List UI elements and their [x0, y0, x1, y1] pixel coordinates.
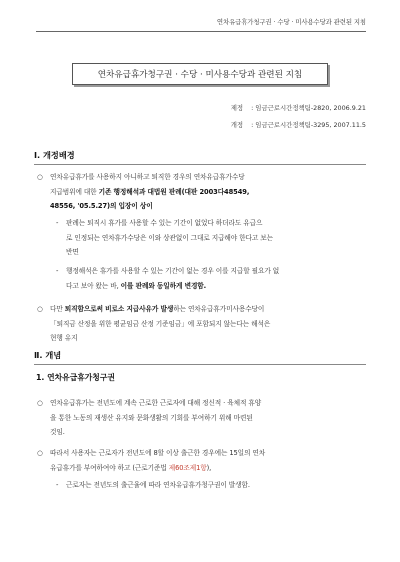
bullet-dash-icon: -: [56, 481, 59, 489]
header-divider: [36, 31, 366, 32]
text-line: 「퇴직금 산정을 위한 평균임금 산정 기준임금」에 포함되지 않는다는 해석은: [50, 319, 271, 328]
section-divider: [34, 364, 366, 365]
paragraph: [37, 170, 368, 214]
enactment-info: [231, 103, 366, 112]
text-span: ),: [206, 463, 212, 472]
bullet-dash-icon: -: [56, 219, 59, 227]
paragraph: [37, 446, 368, 475]
document-title: 연차유급휴가청구권 · 수당 · 미사용수당과 관련된 지침: [72, 63, 328, 85]
text-line: 반면: [66, 248, 79, 257]
text-span: 다고 보아 왔는 바,: [66, 281, 121, 290]
emphasis-text: 퇴직함으로써 비로소 지급사유가 발생: [64, 305, 174, 313]
revision-label: 개정: [230, 121, 244, 129]
text-span: 지급범위에 대한: [50, 187, 99, 196]
paragraph: [37, 396, 368, 440]
text-line: 을 통한 노동의 재생산 유지와 문화생활의 기회를 부여하기 위해 마련된: [50, 413, 253, 422]
text-line: 따라서 사용자는 근로자가 전년도에 8할 이상 출근한 경우에는 15일의 연차: [50, 449, 266, 457]
emphasis-text: 기존 행정해석과 대법원 판례(대판 2003다48549,: [98, 187, 250, 196]
revision-value: : 임금근로시간정책팀-3295, 2007.11.5: [251, 121, 366, 129]
paragraph: [56, 478, 368, 493]
emphasis-text: 이를 판례와 동일하게 변경함.: [120, 281, 207, 290]
bullet-circle-icon: ○: [37, 399, 43, 407]
paragraph: [37, 302, 368, 346]
emphasis-line: 48556, '05.5.27)의 입장이 상이: [50, 202, 153, 211]
paragraph: [56, 264, 368, 293]
text-line: [66, 279, 368, 294]
text-line: 판례는 퇴직시 휴가를 사용할 수 있는 기간이 없었다 하더라도 유급으: [66, 219, 263, 227]
section-divider: [34, 164, 366, 165]
text-line: 로 인정되는 연차휴가수당은 이와 상관없이 그대로 지급해야 한다고 보는: [66, 233, 274, 242]
bullet-circle-icon: ○: [37, 305, 43, 313]
bullet-dash-icon: -: [56, 267, 59, 275]
enactment-label: 제정: [230, 104, 244, 112]
text-line: 근로자는 전년도의 출근율에 따라 연차유급휴가청구권이 발생함.: [66, 481, 250, 489]
revision-info: [231, 120, 366, 129]
text-line: 현행 유지: [50, 334, 78, 343]
bullet-circle-icon: ○: [37, 173, 43, 181]
text-span: 유급휴가를 부여하여야 하고 (근로기준법: [50, 463, 169, 472]
subsection-heading: 1. 연차유급휴가청구권: [36, 373, 115, 382]
section-heading-background: Ⅰ. 개정배경: [34, 150, 75, 160]
text-span: 하는 연차유급휴가미사용수당이: [173, 305, 265, 313]
paragraph: [56, 216, 368, 260]
text-line: 연차유급휴가는 전년도에 계속 근로한 근로자에 대해 정신적 · 육체적 휴양: [50, 399, 262, 407]
section-heading-concept: Ⅱ. 개념: [34, 350, 62, 360]
text-span: 다만: [50, 305, 65, 313]
text-line: 연차유급휴가를 사용하지 아니하고 퇴직한 경우의 연차유급휴가수당: [50, 173, 245, 181]
text-line: [50, 461, 368, 476]
enactment-value: : 임금근로시간정책팀-2820, 2006.9.21: [251, 104, 366, 112]
text-line: 행정해석은 휴가를 사용할 수 있는 기간이 없는 경우 이를 지급할 필요가 없: [66, 267, 280, 275]
law-reference-text: 제60조제1항: [168, 463, 207, 472]
text-line: 것임.: [50, 428, 65, 437]
bullet-circle-icon: ○: [37, 449, 43, 457]
page-header: 연차유급휴가청구권 · 수당 · 미사용수당과 관련된 지침: [216, 18, 366, 26]
text-line: [50, 302, 368, 317]
text-line: [50, 185, 368, 200]
